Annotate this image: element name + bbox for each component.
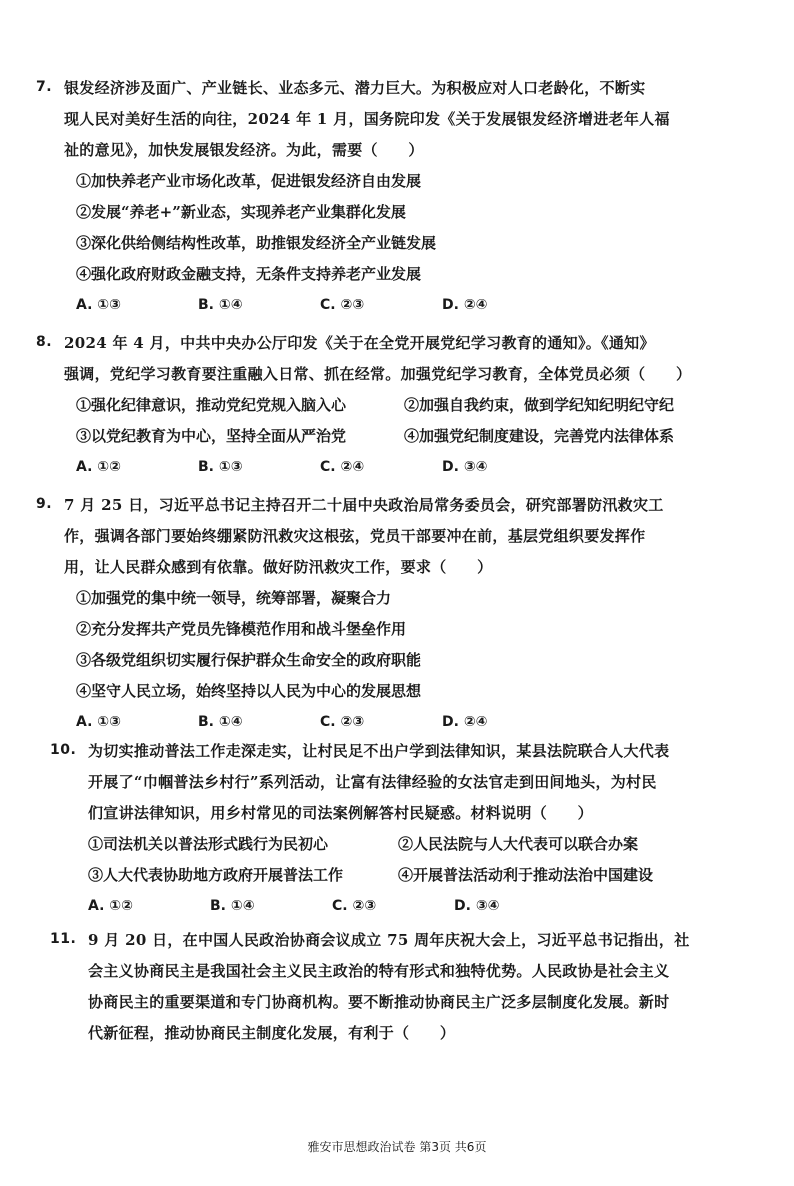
statement-option: ④加强党纪制度建设，完善党内法律体系: [404, 427, 675, 445]
statement-option: ③人大代表协助地方政府开展普法工作: [88, 866, 344, 884]
choice-d: D. ③④: [442, 459, 488, 475]
choice-c: C. ②④: [320, 459, 365, 475]
stem-line: 祉的意见》，加快发展银发经济。为此，需要（ ）: [64, 141, 424, 159]
question-stem: [64, 73, 756, 166]
choice-d: D. ③④: [454, 898, 500, 914]
question-10: [50, 736, 770, 922]
question-number: 7.: [36, 79, 53, 95]
statement-option: ①加强党的集中统一领导，统筹部署，凝聚合力: [76, 589, 392, 607]
question-number: 9.: [36, 496, 53, 512]
stem-line: 银发经济涉及面广、产业链长、业态多元、潜力巨大。为积极应对人口老龄化，不断实: [64, 79, 646, 97]
statement-option: ③以党纪教育为中心，坚持全面从严治党: [76, 427, 347, 445]
stem-line: 强调，党纪学习教育要注重融入日常、抓在经常。加强党纪学习教育，全体党员必须（ ）: [64, 365, 692, 383]
choice-d: D. ②④: [442, 297, 488, 313]
question-number: 10.: [50, 742, 77, 758]
statement-option-row: [76, 390, 756, 421]
stem-line: 为切实推动普法工作走深走实，让村民足不出户学到法律知识，某县法院联合人大代表: [88, 742, 670, 760]
stem-line: 会主义协商民主是我国社会主义民主政治的特有形式和独特优势。人民政协是社会主义: [88, 962, 670, 980]
statement-option: ③各级党组织切实履行保护群众生命安全的政府职能: [76, 651, 422, 669]
statement-option: ④坚守人民立场，始终坚持以人民为中心的发展思想: [76, 682, 422, 700]
statement-option: ①强化纪律意识，推动党纪党规入脑入心: [76, 396, 347, 414]
question-number: 11.: [50, 931, 77, 947]
answer-choices: [88, 891, 770, 922]
statement-option: ②充分发挥共产党员先锋模范作用和战斗堡垒作用: [76, 620, 407, 638]
answer-choices: [76, 290, 756, 321]
choice-a: A. ①②: [76, 459, 121, 475]
stem-line: 开展了“巾帼普法乡村行”系列活动，让富有法律经验的女法官走到田间地头，为村民: [88, 773, 657, 791]
statement-option: ④开展普法活动利于推动法治中国建设: [398, 866, 654, 884]
choice-c: C. ②③: [320, 714, 365, 730]
question-stem: [64, 328, 756, 390]
choice-c: C. ②③: [320, 297, 365, 313]
statement-option: ②加强自我约束，做到学纪知纪明纪守纪: [404, 396, 675, 414]
statement-option: ①加快养老产业市场化改革，促进银发经济自由发展: [76, 172, 422, 190]
question-number: 8.: [36, 334, 53, 350]
question-11: [50, 925, 770, 1049]
choice-c: C. ②③: [332, 898, 377, 914]
statement-option: ①司法机关以普法形式践行为民初心: [88, 835, 329, 853]
statement-option-row: [88, 829, 770, 860]
statement-option: ②发展“养老+”新业态，实现养老产业集群化发展: [76, 203, 406, 221]
stem-line: 7 月 25 日，习近平总书记主持召开二十届中央政治局常务委员会，研究部署防汛救灾工: [64, 496, 664, 514]
question-9: [36, 490, 756, 738]
choice-a: A. ①③: [76, 297, 121, 313]
choice-a: A. ①③: [76, 714, 121, 730]
answer-choices: [76, 707, 756, 738]
question-8: [36, 328, 756, 483]
stem-line: 现人民对美好生活的向往，2024 年 1 月，国务院印发《关于发展银发经济增进老年人福: [64, 110, 670, 128]
question-stem: [64, 490, 756, 583]
stem-line: 协商民主的重要渠道和专门协商机构。要不断推动协商民主广泛多层制度化发展。新时: [88, 993, 670, 1011]
stem-line: 代新征程，推动协商民主制度化发展，有利于（ ）: [88, 1024, 456, 1042]
statement-option-row: [76, 421, 756, 452]
statement-option: ②人民法院与人大代表可以联合办案: [398, 835, 639, 853]
stem-line: 们宣讲法律知识，用乡村常见的司法案例解答村民疑惑。材料说明（ ）: [88, 804, 593, 822]
choice-a: A. ①②: [88, 898, 133, 914]
stem-line: 2024 年 4 月，中共中央办公厅印发《关于在全党开展党纪学习教育的通知》。《通知》: [64, 334, 655, 352]
statement-option: ④强化政府财政金融支持，无条件支持养老产业发展: [76, 265, 422, 283]
choice-b: B. ①④: [210, 898, 255, 914]
choice-b: B. ①③: [198, 459, 243, 475]
choice-d: D. ②④: [442, 714, 488, 730]
statement-option-row: [88, 860, 770, 891]
choice-b: B. ①④: [198, 714, 243, 730]
question-7: [36, 73, 756, 321]
question-stem: [88, 925, 770, 1049]
stem-line: 作，强调各部门要始终绷紧防汛救灾这根弦，党员干部要冲在前，基层党组织要发挥作: [64, 527, 646, 545]
page-footer: 雅安市思想政治试卷 第3页 共6页: [307, 1140, 487, 1154]
choice-b: B. ①④: [198, 297, 243, 313]
stem-line: 9 月 20 日，在中国人民政治协商会议成立 75 周年庆祝大会上，习近平总书记指出，社: [88, 931, 690, 949]
question-stem: [88, 736, 770, 829]
statement-option: ③深化供给侧结构性改革，助推银发经济全产业链发展: [76, 234, 437, 252]
stem-line: 用，让人民群众感到有依靠。做好防汛救灾工作，要求（ ）: [64, 558, 493, 576]
answer-choices: [76, 452, 756, 483]
